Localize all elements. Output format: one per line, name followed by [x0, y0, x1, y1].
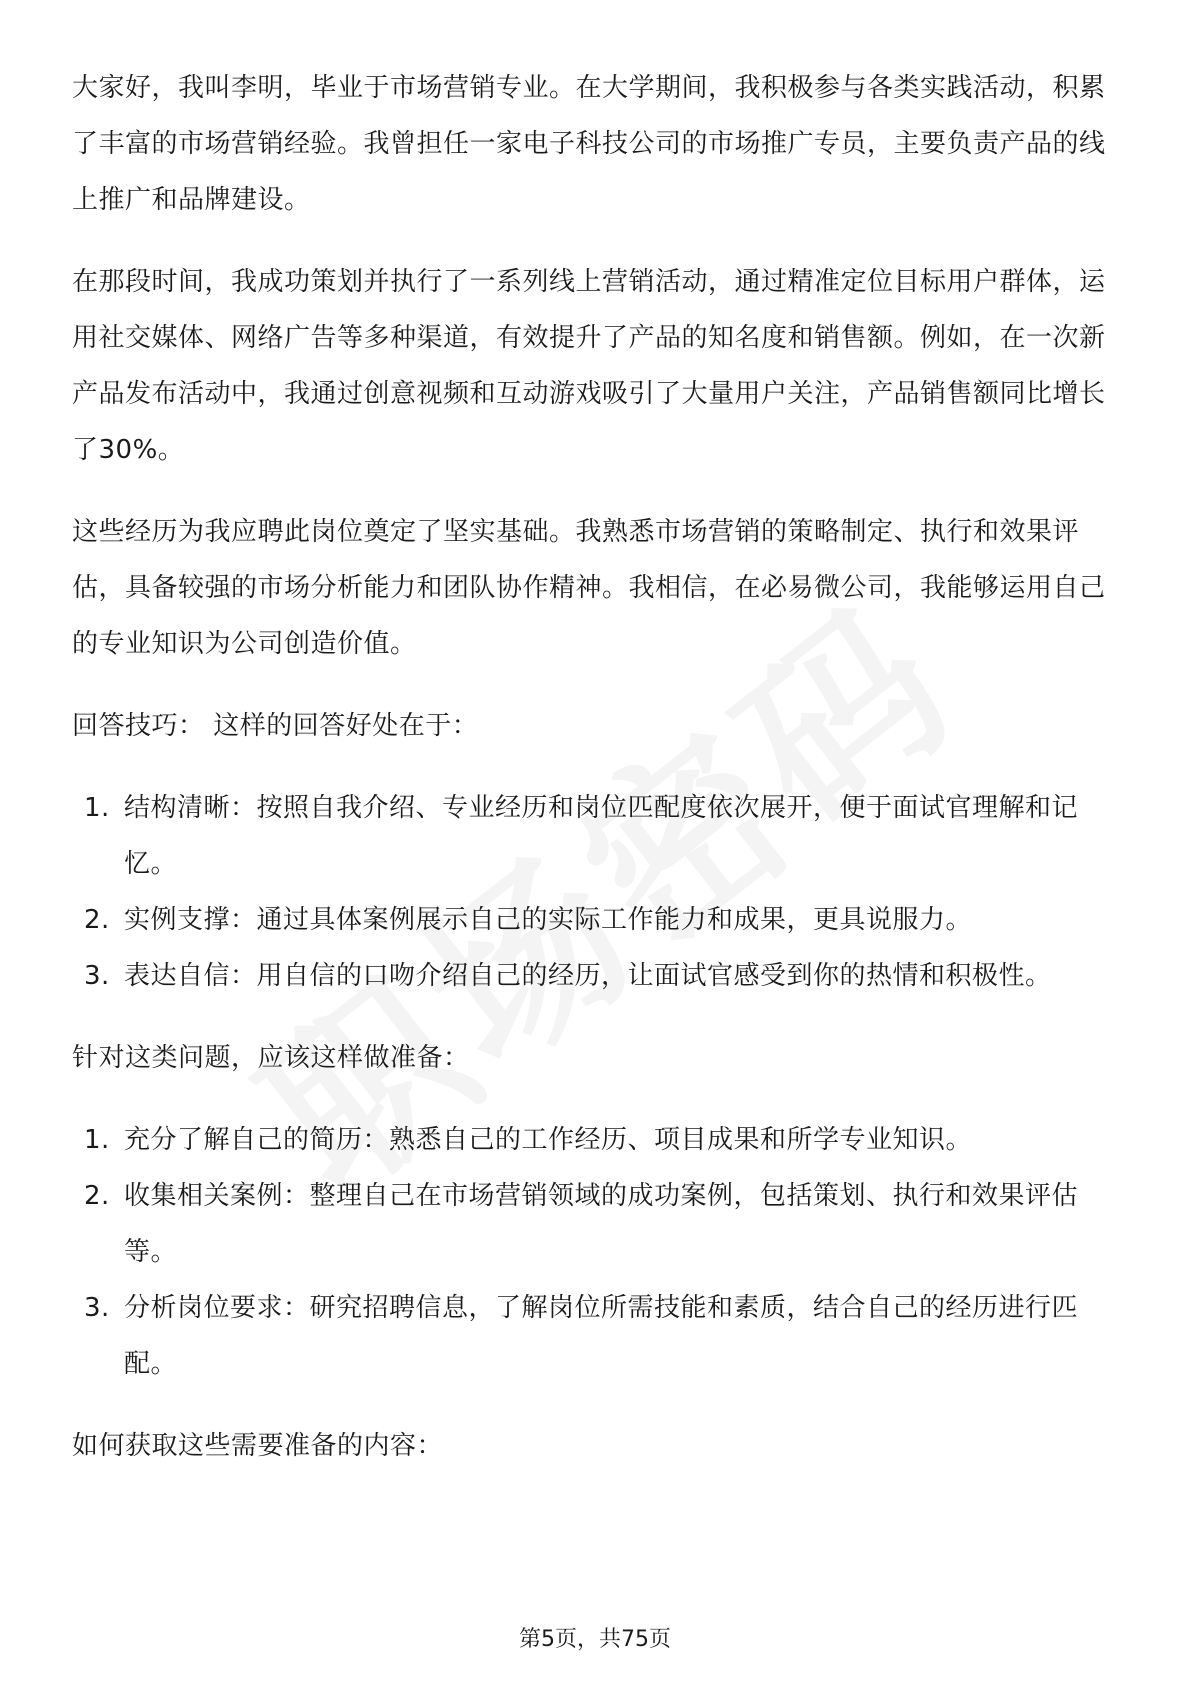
paragraph-fit: 这些经历为我应聘此岗位奠定了坚实基础。我熟悉市场营销的策略制定、执行和效果评估，具备较强的市场分析能力和团队协作精神。我相信，在必易微公司，我能够运用自己的专业知识为公司创造价值。 [72, 517, 1106, 659]
tips-heading: 回答技巧： 这样的回答好处在于： [72, 711, 479, 741]
list-number: 3. [84, 1293, 110, 1323]
list-text: 分析岗位要求：研究招聘信息，了解岗位所需技能和素质，结合自己的经历进行匹配。 [124, 1293, 1079, 1379]
page-number-footer: 第5页，共75页 [519, 1627, 671, 1652]
list-number: 3. [84, 961, 110, 991]
list-number: 1. [84, 793, 110, 823]
list-text: 结构清晰：按照自我介绍、专业经历和岗位匹配度依次展开，便于面试官理解和记忆。 [124, 793, 1079, 879]
list-item [72, 1280, 1118, 1392]
list-number: 1. [84, 1125, 110, 1155]
paragraph-intro: 大家好，我叫李明，毕业于市场营销专业。在大学期间，我积极参与各类实践活动，积累了丰富的市场营销经验。我曾担任一家电子科技公司的市场推广专员，主要负责产品的线上推广和品牌建设。 [72, 73, 1106, 215]
paragraph-experience: 在那段时间，我成功策划并执行了一系列线上营销活动，通过精准定位目标用户群体，运用社交媒体、网络广告等多种渠道，有效提升了产品的知名度和销售额。例如，在一次新产品发布活动中，我通过创意视频和互动游戏吸引了大量用户关注，产品销售额同比增长了30%。 [72, 267, 1106, 465]
list-item [72, 892, 1118, 948]
document-body [72, 60, 1118, 1500]
list-text: 表达自信：用自信的口吻介绍自己的经历，让面试官感受到你的热情和积极性。 [124, 961, 1052, 991]
list-number: 2. [84, 1181, 110, 1211]
list-item [72, 780, 1118, 892]
list-number: 2. [84, 905, 110, 935]
list-item [72, 948, 1118, 1004]
tips-list [72, 780, 1118, 1004]
list-item [72, 1168, 1118, 1280]
final-heading: 如何获取这些需要准备的内容： [72, 1431, 444, 1461]
prep-heading: 针对这类问题，应该这样做准备： [72, 1043, 470, 1073]
list-text: 实例支撑：通过具体案例展示自己的实际工作能力和成果，更具说服力。 [124, 905, 973, 935]
list-text: 收集相关案例：整理自己在市场营销领域的成功案例，包括策划、执行和效果评估等。 [124, 1181, 1079, 1267]
prep-list [72, 1112, 1118, 1392]
list-item [72, 1112, 1118, 1168]
list-text: 充分了解自己的简历：熟悉自己的工作经历、项目成果和所学专业知识。 [124, 1125, 973, 1155]
